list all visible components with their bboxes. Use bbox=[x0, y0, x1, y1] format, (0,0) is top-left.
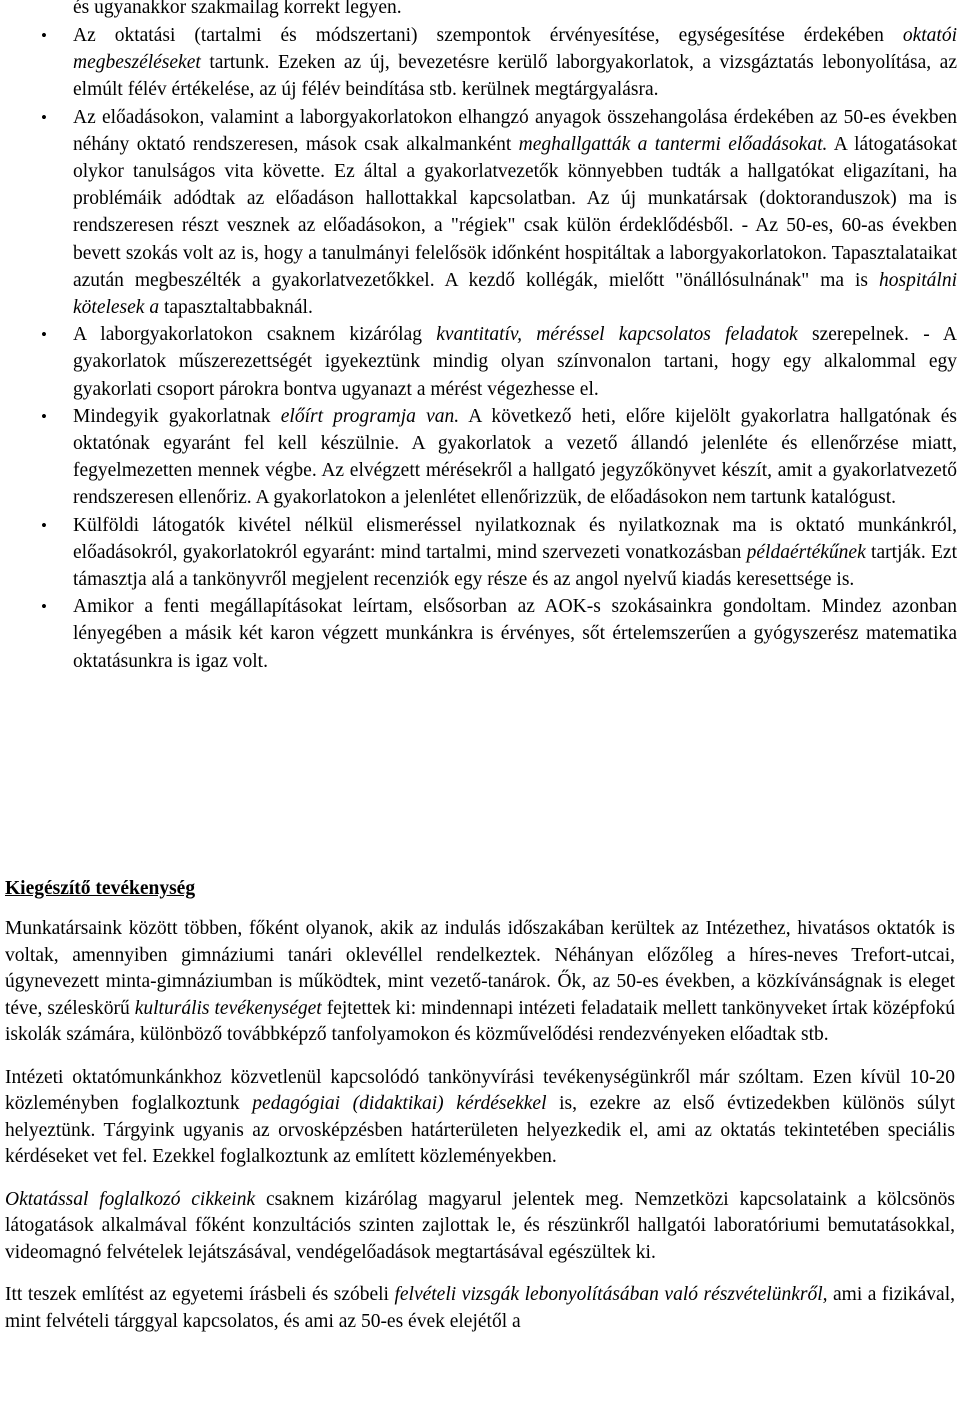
paragraph-emphasis: Oktatással foglalkozó cikkeink bbox=[5, 1188, 256, 1210]
bullet-emphasis: kvantitatív, méréssel kapcsolatos feladatok bbox=[436, 324, 798, 346]
paragraph-text: is, ezekre az első évtizedekben különös súlyt helyeztünk. Tárgyink ugyanis az orvosképzésben határterületen helyezkedik el, ami az oktatás tekintetében speciális kérdéseket vet fel. Ezekkel foglalkoztunk az említett közleményekben. bbox=[5, 1093, 955, 1167]
bullet-text: tartják. Ezt támasztja alá a tankönyvről megjelent recenziók egy része és az angol nyelvű kiadás keresettsége is. bbox=[73, 541, 957, 591]
paragraph-emphasis: pedagógiai (didaktikai) kérdésekkel bbox=[252, 1093, 547, 1114]
intro-line: és ugyanakkor szakmailag korrekt legyen. bbox=[73, 0, 402, 18]
section-supplementary bbox=[5, 876, 955, 1351]
bullet-text: Az oktatási (tartalmi és módszertani) szempontok érvényesítése, egységesítése érdekében bbox=[73, 25, 903, 46]
paragraph-text: Itt teszek említést az egyetemi írásbeli és szóbeli bbox=[5, 1284, 395, 1305]
bullet-text: Külföldi látogatók kivétel nélkül elismeréssel nyilatkoznak és nyilatkoznak ma is oktató munkánkról, előadásokról, gyakorlatokról egyaránt: mind tartalmi, mind szervezeti vonatkozásban bbox=[73, 514, 957, 563]
bullet-emphasis: példaértékűnek bbox=[746, 541, 866, 563]
bullet-text: Mindegyik gyakorlatnak bbox=[73, 405, 281, 427]
paragraph-articles bbox=[5, 1187, 955, 1267]
paragraph-text: ami a fizikával, mint felvételi tárggyal kapcsolatos, és ami az 50-es évek elejétől a bbox=[5, 1284, 955, 1332]
bullet-text: A laborgyakorlatokon csaknem kizárólag bbox=[73, 324, 437, 346]
paragraph-pedagogy bbox=[5, 1065, 955, 1171]
paragraph-emphasis: felvételi vizsgák lebonyolításában való részvételünkről, bbox=[394, 1284, 828, 1305]
bullet-text: tartunk. Ezeken az új, bevezetésre kerülő laborgyakorlatok, a vizsgáztatás lebonyolítása, az elmúlt félév értékelése, az új félév beindítása stb. kerülnek megtárgyalásra. bbox=[73, 52, 957, 101]
bullet-item-program bbox=[73, 403, 957, 512]
bullet-emphasis: előírt programja van. bbox=[280, 405, 460, 427]
bullet-item-aok bbox=[73, 593, 957, 675]
bullet-item-quantitative bbox=[73, 321, 957, 403]
paragraph-text: fejtettek ki: mindennapi intézeti feladataik mellett tankönyveket írtak középfokú iskolák számára, különböző továbbképző tanfolyamokon és közművelődési rendezvényeken előadtak stb. bbox=[5, 997, 955, 1045]
bullet-text: szerepelnek. - A gyakorlatok műszerezettségét igyekeztünk mindig olyan színvonalon tartani, hogy egy alkalommal egy gyakorlati csoport párokra bontva ugyanazt a mérést végezhesse el. bbox=[73, 324, 957, 400]
bullet-item-visitors bbox=[73, 512, 957, 594]
paragraph-text: Intézeti oktatómunkánkhoz közvetlenül kapcsolódó tankönyvírási tevékenységünkről már szóltam. Ezen kívül 10-20 közleményben foglalkoztunk bbox=[5, 1066, 955, 1114]
paragraph-text: Munkatársaink között többen, főként olyanok, akik az indulás időszakában kerültek az Intézethez, hivatásos oktatók is voltak, amennyiben gimnáziumi tanári oklevéllel rendelkeztek. Néhányan előzőleg a híres-neves Trefort-utcai, úgynevezett minta-gimnáziumban is működtek, mint vezető-tanárok. Ők, az 50-es években, a közkívánságnak is eleget téve, széleskörű bbox=[5, 918, 955, 1019]
bullet-item-meetings bbox=[73, 22, 957, 104]
section-heading: Kiegészítő tevékenység bbox=[5, 878, 196, 899]
bullet-emphasis: hospitálni kötelesek a bbox=[73, 269, 957, 319]
paragraph-entrance-exams bbox=[5, 1282, 955, 1335]
bullet-text: A látogatásokat olykor tanulságos vita követte. Ez által a gyakorlatvezetők könnyebben tudták a hallgatókat eligazítani, ha problémáik adódtak az előadáson hallottakkal kapcsolatban. Az új munkatársak (doktoranduszok) ma is rendszeresen részt vesznek az előadásokon, a "régiek" csak külön érdeklődésből. - Az 50-es, 60-as években bevett szokás volt az is, hogy a tanulmányi felelősök időnként hospitáltak a laborgyakorlatokon. Tapasztalataikat azután megbeszélték a gyakorlatvezetőkkel. A kezdő kollégák, mielőtt "önállósulnának" ma is bbox=[73, 133, 957, 291]
paragraph-text: csaknem kizárólag magyarul jelentek meg. Nemzetközi kapcsolataink a kölcsönös látogatások alkalmával főként konzultációs szinten zajlottak le, és részünkről hallgatói laboratóriumi bemutatásokkal, videomagnó felvételek lejátszásával, vendégelőadások megtartásával egészültek ki. bbox=[5, 1188, 955, 1263]
bullet-list bbox=[0, 22, 960, 675]
paragraph-cultural bbox=[5, 916, 955, 1049]
bullet-text: Az előadásokon, valamint a laborgyakorlatokon elhangzó anyagok összehangolása érdekében az 50-es években néhány oktató rendszeresen, mások csak alkalmanként bbox=[73, 106, 957, 155]
paragraph-emphasis: kulturális tevékenységet bbox=[134, 997, 322, 1019]
bullet-emphasis: oktatói megbeszéléseket bbox=[73, 25, 957, 74]
bullet-text: tapasztaltabbaknál. bbox=[159, 297, 313, 319]
bullet-text: Amikor a fenti megállapításokat leírtam, elsősorban az AOK-s szokásainkra gondoltam. Mindez azonban lényegében a másik két karon végzett munkánkra is érvényes, sőt értelemszerűen a gyógyszerész matematika oktatásunkra is igaz volt. bbox=[73, 596, 957, 672]
bullet-item-lectures bbox=[73, 104, 957, 322]
bullet-emphasis: meghallgatták a tantermi előadásokat. bbox=[518, 133, 828, 155]
bullet-text: A következő heti, előre kijelölt gyakorlatra hallgatónak és oktatónak egyaránt fel kell készülnie. A gyakorlatok a vezető állandó jelenléte és ellenőrzése miatt, fegyelmezetten mennek végbe. Az elvégzett mérésekről a hallgató jegyzőkönyvet készít, amit a gyakorlatvezető rendszeresen ellenőriz. A gyakorlatokon a jelenlétet ellenőrizzük, de előadásokon nem tartunk katalógust. bbox=[73, 405, 957, 509]
